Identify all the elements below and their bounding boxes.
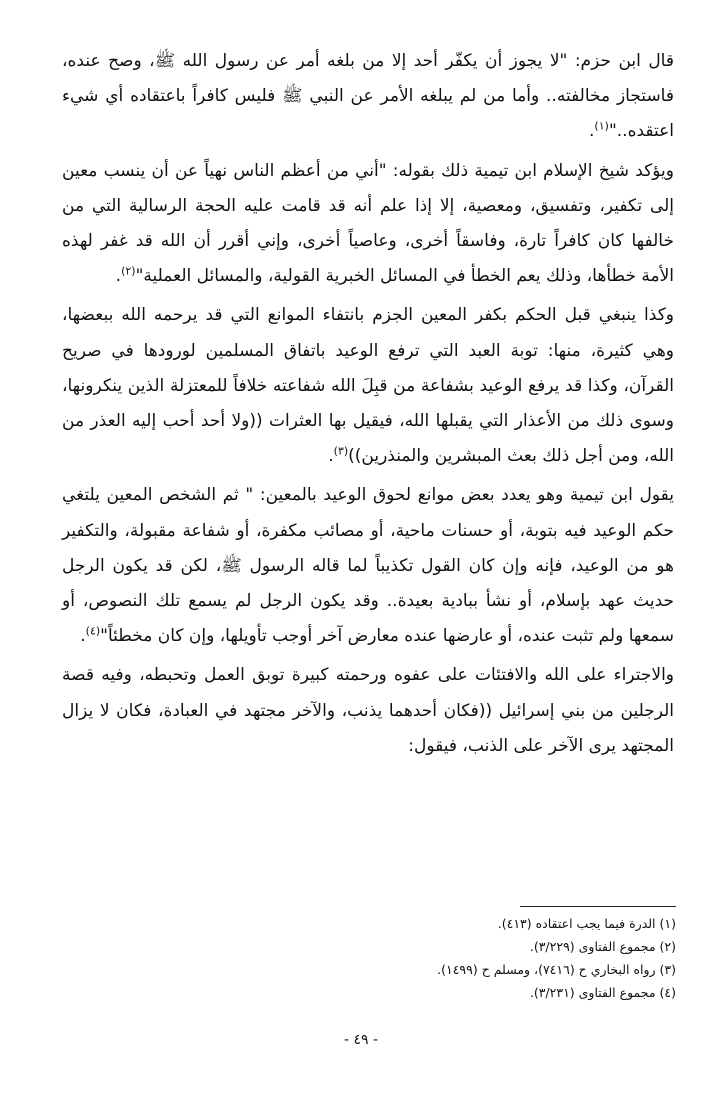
- main-text: [62, 44, 674, 764]
- footnote-3: (٣) رواه البخاري ح (٧٤١٦)، ومسلم ح (١٤٩٩).: [437, 962, 676, 977]
- paragraph-text: يقول ابن تيمية وهو يعدد بعض موانع لحوق الوعيد بالمعين: " ثم الشخص المعين يلتغي حكم الوعيد فيه بتوبة، أو حسنات ماحية، أو مصائب مكفرة، أو شفاعة مقبولة، والتكفير هو من الوعيد، فإنه وإن كان القول تكذيباً لما قاله الرسول ﷺ، لكن قد يكون الرجل حديث عهد بإسلام، أو نشأ ببادية بعيدة.. وقد يكون الرجل لم يسمع تلك النصوص، أو سمعها ولم تثبت عنده، أو عارضها عنده معارض آخر أوجب تأويلها، وإن كان مخطئاً": [62, 485, 674, 647]
- footnote-1: (١) الدرة فيما يجب اعتقاده (٤١٣).: [497, 916, 676, 931]
- page-number: - ٤٩ -: [343, 1032, 379, 1048]
- paragraph-ibn-hazm-quote: [62, 44, 674, 150]
- footnote-2: (٢) مجموع الفتاوى (٣/٢٢٩).: [529, 939, 676, 954]
- paragraph-end: .: [328, 446, 334, 467]
- paragraph-ibn-taymiyyah-quote: [62, 154, 674, 295]
- footnote-divider: [520, 906, 676, 907]
- paragraph-end: .: [115, 266, 122, 287]
- footnote-ref-4[interactable]: (٤): [85, 624, 101, 638]
- footnote-ref-2[interactable]: (٢): [121, 264, 136, 278]
- paragraph-end: .: [589, 121, 595, 142]
- paragraph-text: قال ابن حزم: "لا يجوز أن يكفّر أحد إلا من بلغه أمر عن رسول الله ﷺ، وصح عنده، فاستجاز مخالفته.. وأما من لم يبلغه الأمر عن النبي ﷺ فليس كافراً باعتقاده أي شيء اعتقده..": [62, 51, 674, 142]
- paragraph-text: وكذا ينبغي قبل الحكم بكفر المعين الجزم بانتفاء الموانع التي قد يرحمه الله ببعضها، وهي كثيرة، منها: توبة العبد التي ترفع الوعيد باتفاق المسلمين لورودها في صريح القرآن، وكذا قد يرفع الوعيد بشفاعة من قبِلَ الله شفاعته خلافاً للمعتزلة الذين ينكرونها، وسوى ذلك من الأعذار التي يقبلها الله، فيقيل بها العثرات ((ولا أحد أحب إليه العذر من الله، ومن أجل ذلك بعث المبشرين والمنذرين)): [62, 305, 674, 467]
- paragraph-preventive-factors: [62, 298, 674, 474]
- footnote-ref-3[interactable]: (٣): [333, 444, 349, 458]
- paragraph-end: .: [80, 626, 86, 647]
- footnote-ref-1[interactable]: (١): [594, 119, 609, 133]
- footnotes: [300, 912, 676, 1004]
- paragraph-two-men-story: [62, 658, 674, 764]
- footnote-4: (٤) مجموع الفتاوى (٣/٢٣١).: [529, 985, 676, 1000]
- paragraph-ibn-taymiyyah-impediments: [62, 478, 674, 654]
- paragraph-text: والاجتراء على الله والافتئات على عفوه ورحمته كبيرة توبق العمل وتحبطه، وفيه قصة الرجلين من بني إسرائيل ((فكان أحدهما يذنب، والآخر مجتهد في العبادة، فكان لا يزال المجتهد يرى الآخر على الذنب، فيقول:: [62, 665, 674, 756]
- paragraph-text: ويؤكد شيخ الإسلام ابن تيمية ذلك بقوله: "أني من أعظم الناس نهياً عن أن ينسب معين إلى تكفير، وتفسيق، ومعصية، إلا إذا علم أنه قد قامت عليه الحجة الرسالية التي من خالفها كان كافراً تارة، وفاسقاً أخرى، وعاصياً أخرى، وإني أقرر أن الله قد غفر لهذه الأمة خطأها، وذلك يعم الخطأ في المسائل الخبرية القولية، والمسائل العملية": [62, 160, 674, 287]
